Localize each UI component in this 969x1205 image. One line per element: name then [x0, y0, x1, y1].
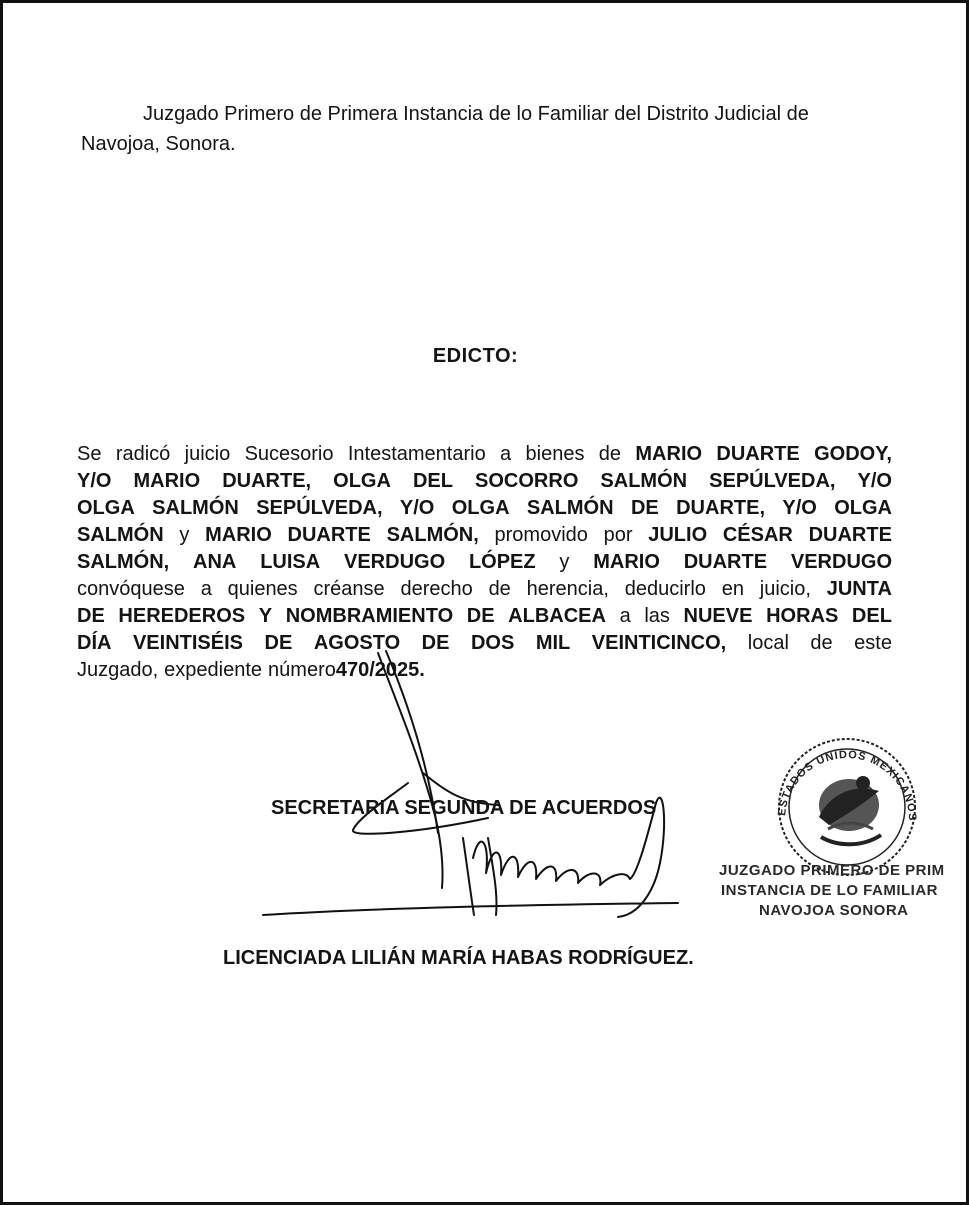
body-word: promovido — [494, 524, 588, 546]
body-word: DUARTE — [683, 551, 768, 573]
body-word: Y/O — [782, 497, 817, 519]
seal-line-2: INSTANCIA DE LO FAMILIAR — [721, 882, 938, 899]
body-word: DUARTE — [716, 443, 800, 465]
seal-emblem-text: ESTADOS UNIDOS MEXICANOS — [776, 748, 919, 822]
body-word: bienes — [525, 443, 585, 465]
body-word: MARIO — [593, 551, 660, 573]
body-word: Y/O — [77, 470, 112, 492]
court-header-line-1: Juzgado Primero de Primera Instancia de lo Familiar del Distrito Judicial de — [143, 103, 809, 125]
body-word: DE — [630, 497, 659, 519]
signature-role: SECRETARIA SEGUNDA DE ACUERDOS — [271, 797, 657, 819]
body-line — [77, 549, 892, 576]
body-word: MARIO — [635, 443, 703, 465]
body-word: DUARTE — [287, 524, 371, 546]
seal-inscription — [715, 861, 969, 921]
body-word: LUISA — [260, 551, 321, 573]
body-word: Juzgado, — [77, 659, 159, 681]
body-word: NOMBRAMIENTO — [285, 605, 454, 627]
court-header — [81, 99, 886, 159]
body-word: radicó — [115, 443, 171, 465]
body-word: NUEVE — [683, 605, 753, 627]
body-word: Sucesorio — [244, 443, 334, 465]
body-word: Y/O — [857, 470, 892, 492]
body-word: JUNTA — [826, 578, 892, 600]
body-word: SALMÓN — [600, 470, 688, 492]
body-word: VEINTICINCO, — [591, 632, 727, 654]
body-word: Y — [258, 605, 273, 627]
body-word: DEL — [851, 605, 892, 627]
body-word: expediente — [164, 659, 263, 681]
body-word: de — [810, 632, 833, 654]
body-word: local — [747, 632, 789, 654]
body-word: y — [179, 524, 190, 546]
body-line — [77, 522, 892, 549]
body-word: 470/2025. — [335, 659, 425, 681]
body-word: de — [598, 443, 622, 465]
eagle-emblem-icon — [819, 776, 881, 844]
body-word: Intestamentario — [347, 443, 486, 465]
body-word: SALMÓN, — [77, 551, 170, 573]
body-word: ANA — [193, 551, 237, 573]
body-word: créanse — [313, 578, 385, 600]
body-word: SALMÓN — [77, 524, 164, 546]
body-word: de — [488, 578, 511, 600]
body-word: SALMÓN — [526, 497, 614, 519]
body-word: a — [500, 443, 512, 465]
body-word: MARIO — [133, 470, 201, 492]
body-word: SEPÚLVEDA, — [256, 497, 383, 519]
body-word: este — [854, 632, 892, 654]
body-word: derecho — [400, 578, 473, 600]
body-word: AGOSTO — [313, 632, 401, 654]
body-word: quienes — [227, 578, 298, 600]
body-word: juicio, — [759, 578, 811, 600]
body-word: DUARTE — [808, 524, 892, 546]
body-word: DEL — [412, 470, 453, 492]
body-line — [77, 576, 892, 603]
body-word: DE — [77, 605, 105, 627]
body-line — [77, 495, 892, 522]
body-word: ALBACEA — [508, 605, 606, 627]
body-word: JULIO — [648, 524, 708, 546]
seal-line-3: NAVOJOA SONORA — [759, 902, 909, 919]
body-word: herencia, — [526, 578, 609, 600]
body-word: DUARTE, — [222, 470, 312, 492]
body-word: CÉSAR — [722, 524, 793, 546]
body-word: por — [603, 524, 633, 546]
body-word: OLGA — [333, 470, 391, 492]
body-word: SEPÚLVEDA, — [709, 470, 836, 492]
document-title: EDICTO: — [432, 345, 519, 367]
body-word: DE — [421, 632, 450, 654]
body-word: DOS — [470, 632, 515, 654]
body-word: HEREDEROS — [118, 605, 246, 627]
body-word: GODOY, — [814, 443, 892, 465]
body-word: MIL — [535, 632, 571, 654]
body-word: LÓPEZ — [468, 551, 536, 573]
body-word: número — [268, 659, 336, 681]
body-word: OLGA — [451, 497, 510, 519]
body-word: convóquese — [77, 578, 185, 600]
body-word: y — [559, 551, 570, 573]
body-word: Se — [77, 443, 102, 465]
body-word: a — [200, 578, 212, 600]
body-line — [77, 603, 892, 630]
signer-name: LICENCIADA LILIÁN MARÍA HABAS RODRÍGUEZ. — [223, 947, 694, 969]
handwritten-signature — [258, 633, 688, 933]
seal-line-1: JUZGADO PRIMERO DE PRIM — [719, 862, 945, 879]
body-word: HORAS — [766, 605, 839, 627]
body-word: VERDUGO — [344, 551, 446, 573]
body-word: OLGA — [77, 497, 135, 519]
body-word: juicio — [184, 443, 231, 465]
body-word: en — [721, 578, 744, 600]
body-word: DÍA — [77, 632, 112, 654]
body-word: DE — [264, 632, 293, 654]
body-word: SOCORRO — [475, 470, 579, 492]
court-header-line-2: Navojoa, Sonora. — [81, 133, 236, 155]
body-word: a — [619, 605, 631, 627]
body-word: OLGA — [834, 497, 892, 519]
body-word: VEINTISÉIS — [132, 632, 243, 654]
body-line — [77, 468, 892, 495]
body-word: SALMÓN — [152, 497, 239, 519]
body-word: Y/O — [399, 497, 435, 519]
body-line — [77, 441, 892, 468]
body-word: MARIO — [205, 524, 272, 546]
body-word: deducirlo — [624, 578, 706, 600]
body-word: VERDUGO — [790, 551, 892, 573]
body-word: SALMÓN, — [386, 524, 479, 546]
body-word: DE — [466, 605, 495, 627]
body-word: las — [644, 605, 670, 627]
body-word: DUARTE, — [676, 497, 765, 519]
